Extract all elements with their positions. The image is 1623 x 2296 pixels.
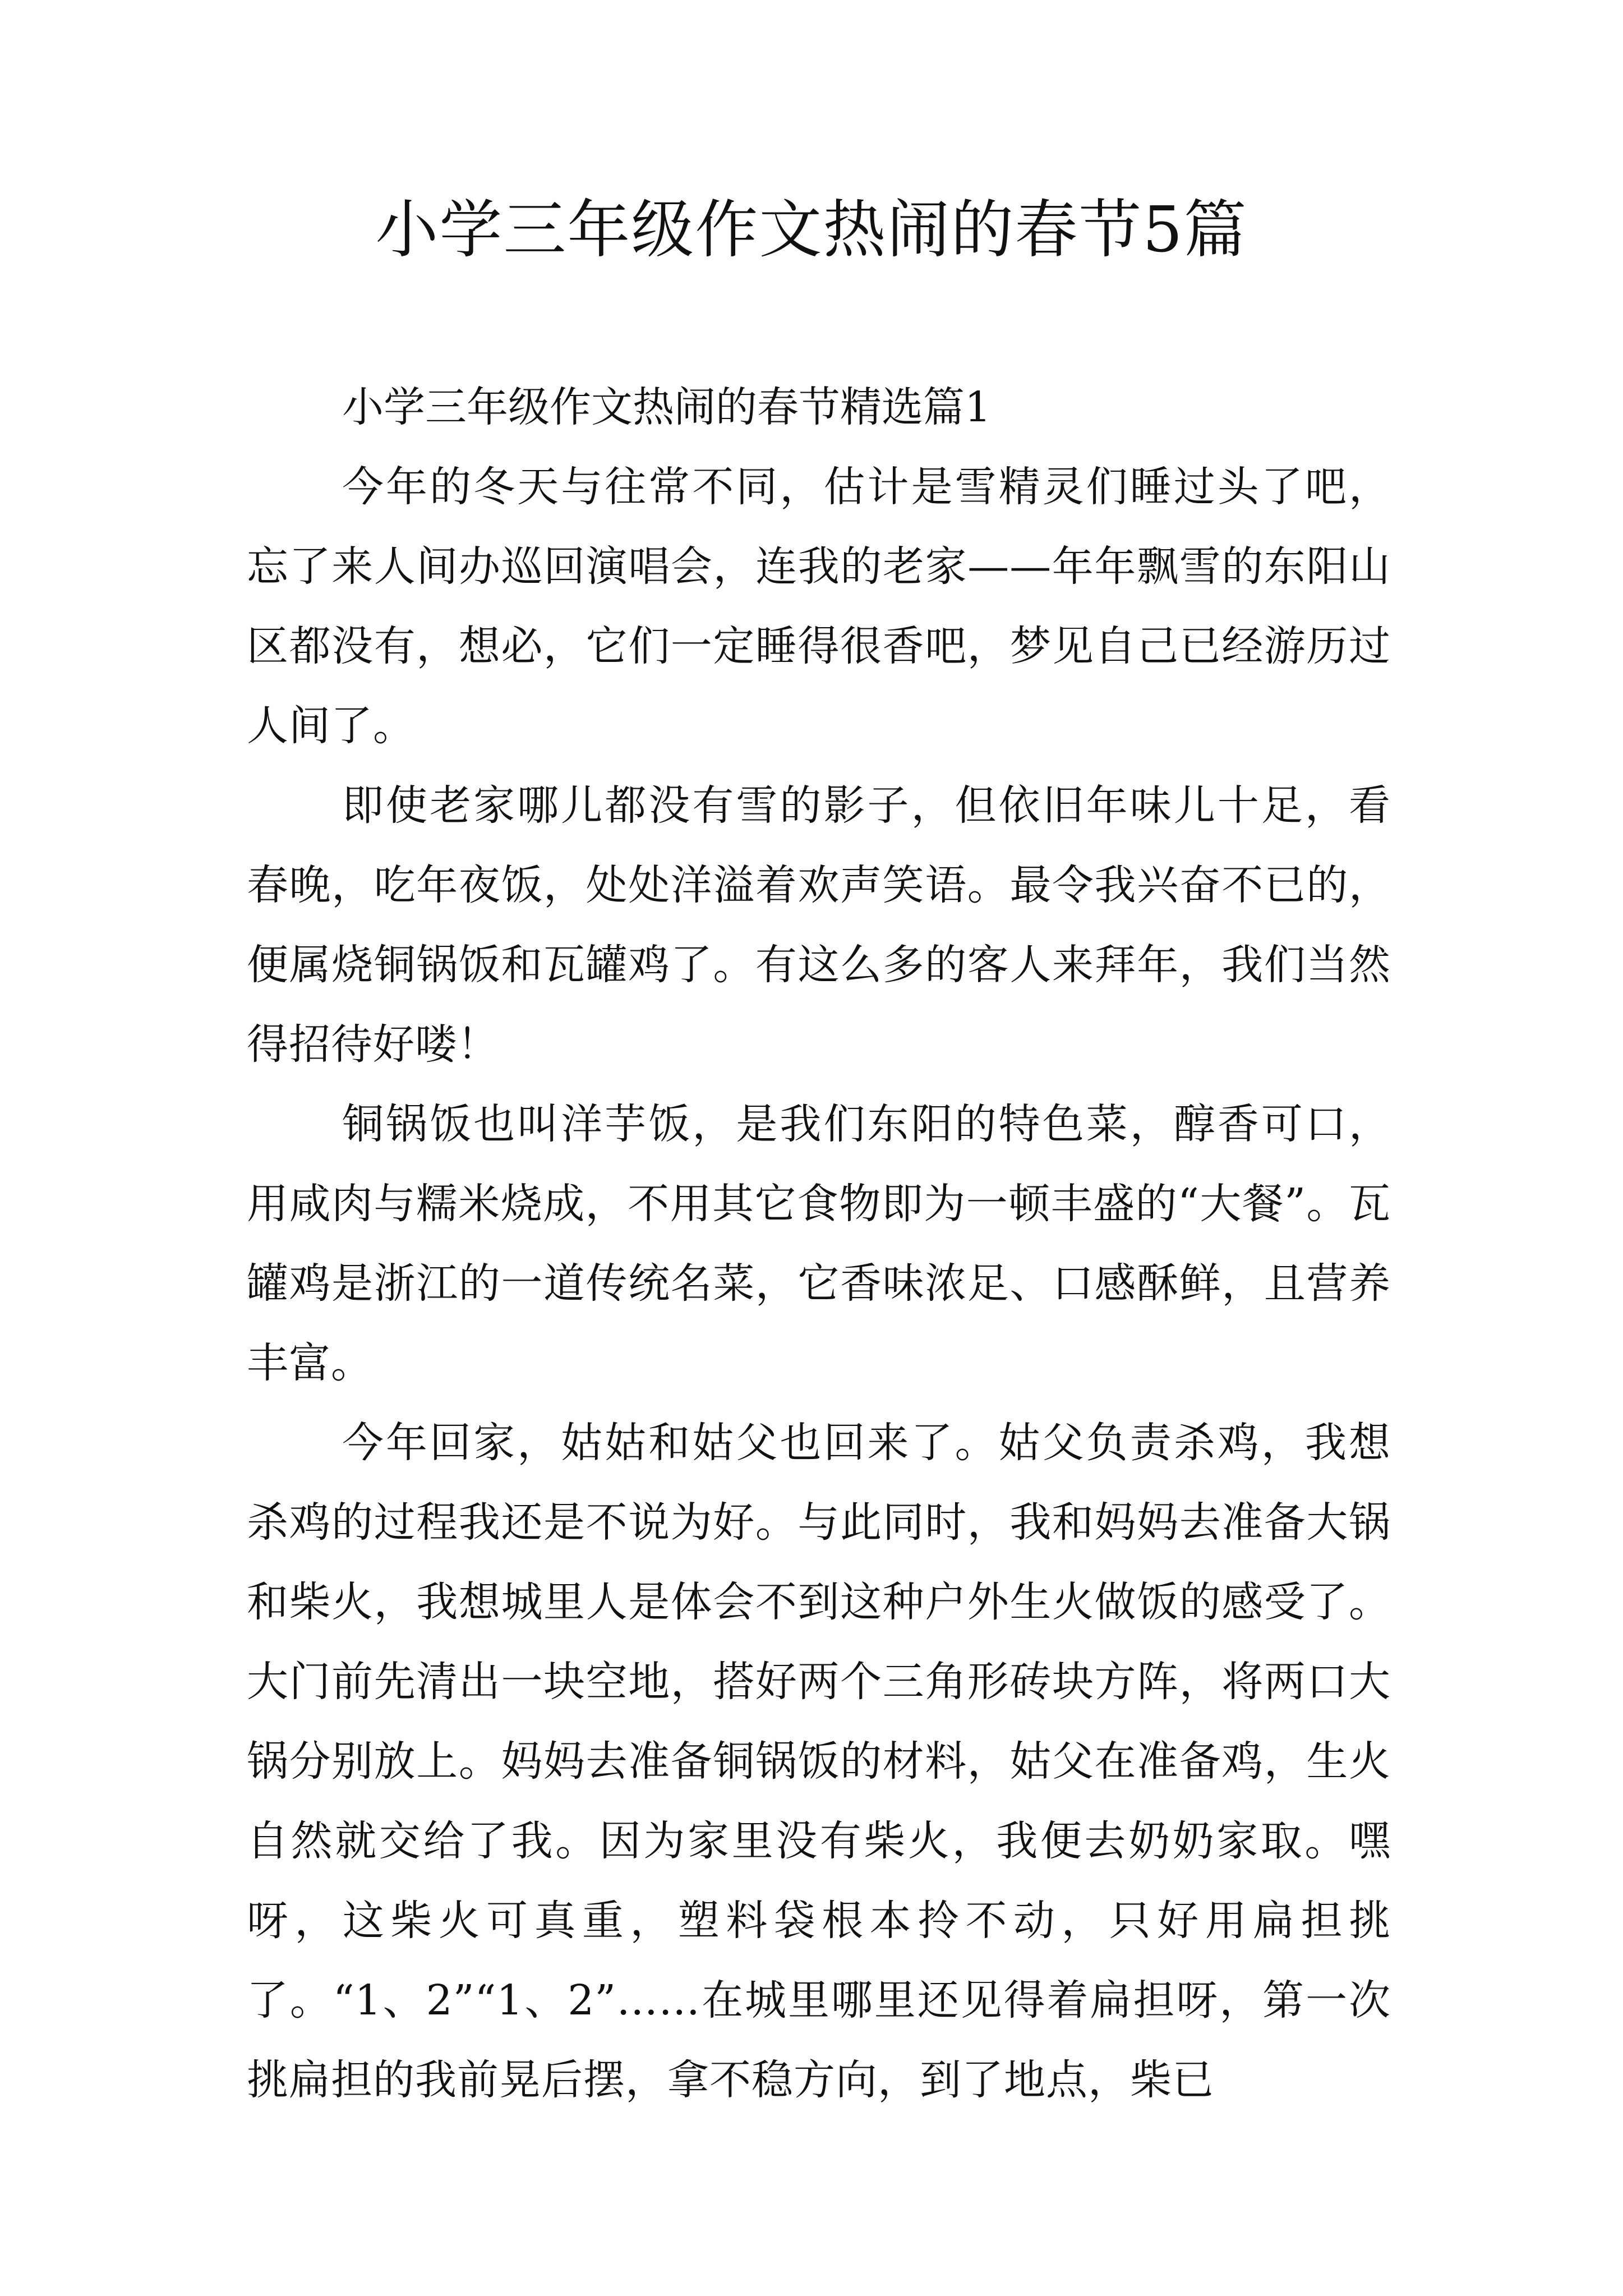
document-title: 小学三年级作文热闹的春节5篇	[375, 194, 1248, 266]
document-body	[247, 367, 1391, 2120]
section-heading: 小学三年级作文热闹的春节精选篇1	[342, 383, 992, 431]
paragraph: 今年的冬天与往常不同，估计是雪精灵们睡过头了吧，忘了来人间办巡回演唱会，连我的老家——年年飘雪的东阳山区都没有，想必，它们一定睡得很香吧，梦见自己已经游历过人间了。	[247, 463, 1391, 750]
paragraph: 即使老家哪儿都没有雪的影子，但依旧年味儿十足，看春晚，吃年夜饭，处处洋溢着欢声笑语。最令我兴奋不已的，便属烧铜锅饭和瓦罐鸡了。有这么多的客人来拜年，我们当然得招待好喽！	[247, 781, 1391, 1069]
paragraph: 铜锅饭也叫洋芋饭，是我们东阳的特色菜，醇香可口，用咸肉与糯米烧成，不用其它食物即为一顿丰盛的“大餐”。瓦罐鸡是浙江的一道传统名菜，它香味浓足、口感酥鲜，且营养丰富。	[247, 1100, 1391, 1387]
paragraph: 今年回家，姑姑和姑父也回来了。姑父负责杀鸡，我想杀鸡的过程我还是不说为好。与此同时，我和妈妈去准备大锅和柴火，我想城里人是体会不到这种户外生火做饭的感受了。大门前先清出一块空地，搭好两个三角形砖块方阵，将两口大锅分别放上。妈妈去准备铜锅饭的材料，姑父在准备鸡，生火自然就交给了我。因为家里没有柴火，我便去奶奶家取。嘿呀，这柴火可真重，塑料袋根本拎不动，只好用扁担挑了。“1、2”“1、2”……在城里哪里还见得着扁担呀，第一次挑扁担的我前晃后摆，拿不稳方向，到了地点，柴已	[247, 1419, 1391, 2104]
